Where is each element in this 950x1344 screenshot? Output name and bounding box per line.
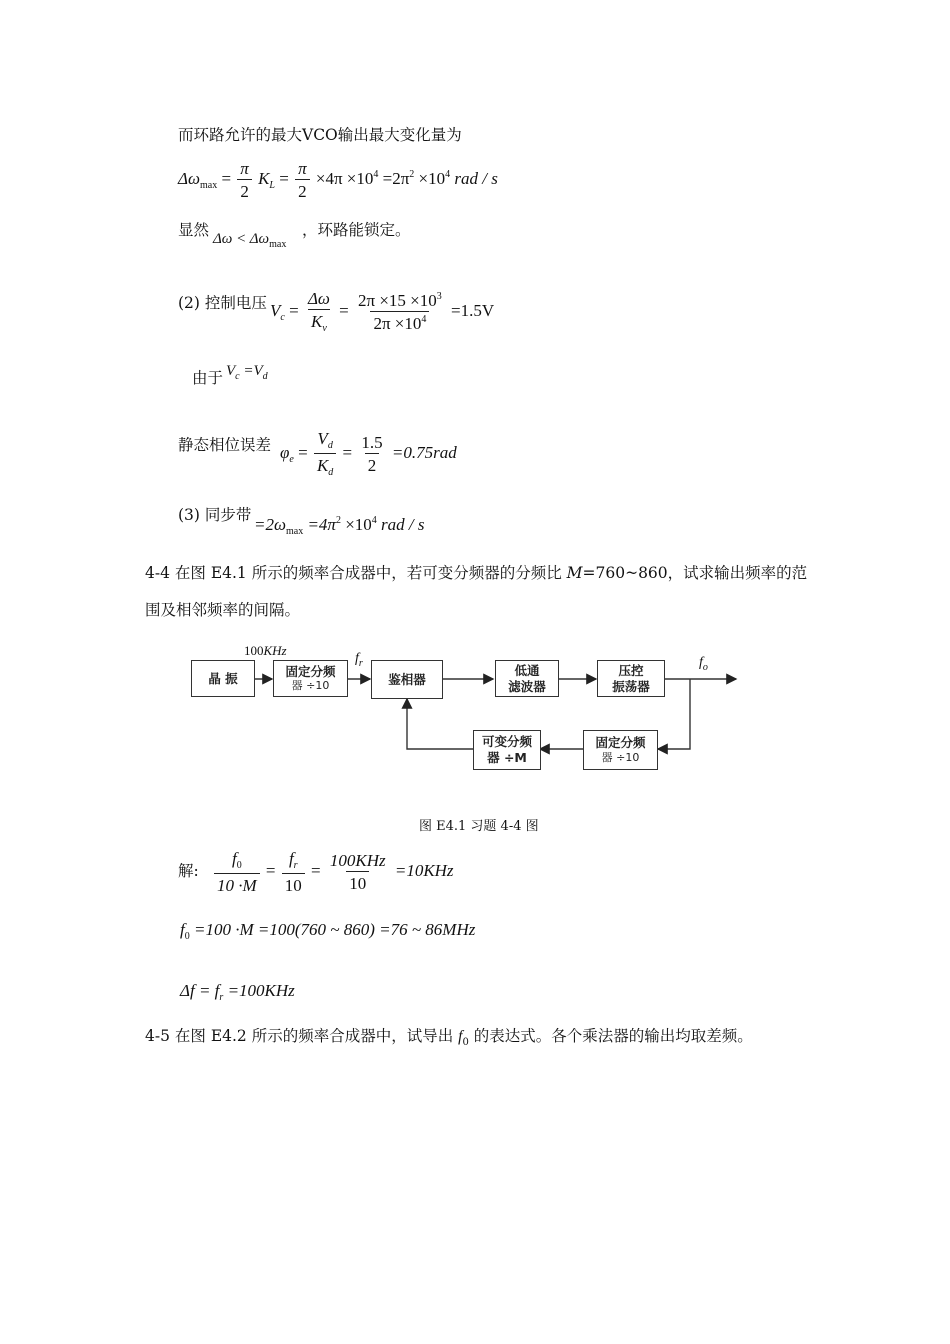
frac-den: 2 — [295, 179, 310, 200]
frac-den: 2 — [237, 179, 252, 200]
since-label: 由于 — [192, 369, 224, 387]
f0-c: =100(760 ~ 860) =76 ~ 86MHz — [257, 920, 476, 939]
p45-f-sub: 0 — [462, 1037, 469, 1048]
variable-divider-block — [473, 730, 541, 770]
f0-equation — [180, 921, 475, 942]
solution-result: =10KHz — [394, 860, 454, 880]
block-line: 固定分频 — [595, 735, 646, 751]
fr-text: f — [355, 651, 359, 666]
problem-4-5 — [145, 1029, 753, 1048]
frac-den: 2 — [365, 453, 380, 474]
f0-a-sub: 0 — [184, 931, 190, 942]
p44-a: 4-4 在图 E4.1 所示的频率合成器中，若可变分频器的分频比 — [145, 564, 567, 582]
eq-mid-sup: 4 — [373, 168, 379, 180]
df-equation — [180, 982, 295, 1003]
block-line: 振荡器 — [612, 678, 650, 694]
input-freq-value: 100 — [244, 643, 264, 658]
input-freq-unit: KHz — [263, 643, 287, 658]
fixed-divider-top-block — [273, 660, 348, 697]
equation-dw-max: $\Delta\omega_{max}$ = $\frac{\pi}{2}$ $K_L$ = $\frac{\pi}{2}$ $\times 4\pi \times 10^4 =2\pi^2 \times 10^4$ rad / s — [178, 159, 498, 201]
f0-a: f — [180, 920, 185, 939]
fo-label — [699, 656, 708, 673]
frac-num: f — [288, 849, 294, 868]
sync-c-sup: 4 — [371, 515, 377, 526]
frac-num: 2π ×15 ×10 — [358, 291, 437, 310]
eq-unit: rad / s — [454, 168, 498, 188]
frac-den: 10 — [346, 871, 369, 892]
frac-num-sub: r — [293, 860, 298, 871]
frac-den: 2π ×10 — [373, 314, 422, 333]
frac-100khz — [327, 852, 389, 892]
equation-phi: $\varphi_e$ = $\frac{V_d}{K_d}$ = $\frac{1.5}{2}$ =0.75rad — [280, 429, 457, 478]
frac-num-sup: 3 — [436, 291, 442, 302]
frac-num: π — [298, 159, 307, 178]
frac-num-sub: d — [327, 440, 333, 451]
frac-f0 — [214, 850, 260, 894]
frac-num: f — [231, 849, 237, 868]
obvious-prefix: 显然 — [178, 221, 210, 239]
phi-sub: e — [289, 453, 294, 465]
sync-c: ×10 — [345, 515, 372, 534]
p45-f: f — [458, 1028, 463, 1045]
block-line: 器 ÷M — [487, 750, 527, 765]
block-line: 器 ÷10 — [601, 750, 640, 764]
problem-4-4-line2: 围及相邻频率的间隔。 — [145, 601, 301, 619]
wire-var-pd — [407, 699, 473, 749]
df-b-sub: r — [219, 992, 224, 1003]
block-line: 固定分频 — [285, 663, 336, 679]
sync-a: =2ω — [254, 515, 286, 534]
eq-res-a-sup: 2 — [409, 168, 415, 180]
frac-fr — [282, 850, 305, 894]
frac-num: 100KHz — [329, 851, 386, 870]
frac-den: K — [316, 456, 329, 475]
p44-b: =760~860，试求输出频率的范 — [582, 564, 808, 582]
fixed-divider-bottom-block — [583, 730, 658, 770]
solution-label: 解: — [178, 862, 199, 880]
fr-sub: r — [358, 658, 363, 669]
frac-den: 10 ·M — [214, 873, 260, 894]
fr-label — [355, 652, 363, 669]
static-phase-label: 静态相位误差 — [178, 436, 272, 454]
frac-num: π — [240, 159, 249, 178]
fo-text: f — [699, 655, 703, 670]
since-vc: V — [226, 363, 236, 379]
low-pass-filter-block — [495, 660, 559, 697]
sync-unit: rad / s — [381, 515, 425, 534]
since-vc-sub: c — [235, 371, 240, 382]
figure-caption: 图 E4.1 习题 4-4 图 — [419, 819, 539, 834]
eq-lhs: Δω — [178, 168, 200, 188]
frac-num: Δω — [307, 289, 330, 308]
frac-den-sup: 4 — [421, 314, 427, 325]
df-c: =100KHz — [227, 981, 295, 1000]
eq-lhs-sub: max — [199, 179, 218, 191]
sync-b-sup: 2 — [335, 515, 341, 526]
frac-den-sub: d — [328, 467, 334, 478]
eq-res-b-sup: 4 — [445, 168, 451, 180]
input-freq-label — [244, 644, 287, 657]
obvious-math-sub: max — [269, 239, 287, 250]
block-line: 压控 — [618, 662, 644, 678]
frac-den: 10 — [282, 873, 305, 894]
intro-text: 而环路允许的最大VCO输出最大变化量为 — [178, 126, 462, 144]
block-line: 滤波器 — [508, 678, 546, 694]
frac-den: K — [311, 312, 323, 331]
vc-result: =1.5V — [451, 300, 495, 320]
vco-block — [597, 660, 665, 697]
frac-num: V — [317, 429, 328, 448]
since-vd-sub: d — [262, 371, 268, 382]
crystal-oscillator-block: 晶 振 — [191, 660, 255, 697]
block-line: 低通 — [514, 662, 540, 678]
phi-result: =0.75rad — [391, 442, 457, 462]
df-a: Δf — [180, 981, 195, 1000]
sync-a-sub: max — [285, 526, 304, 537]
df-b: = f — [198, 981, 220, 1000]
part2-label: (2) 控制电压 — [178, 294, 267, 312]
kl-sub: L — [269, 179, 275, 191]
part3-label: (3) 同步带 — [178, 506, 252, 524]
p44-m: M — [566, 564, 583, 582]
phi: φ — [280, 442, 290, 462]
frac-num: 1.5 — [361, 433, 383, 452]
equation-vc: $V_c$ = $\frac{\Delta\omega}{K_v}$ = $\frac{2\pi \times 15 \times 10^3}{2\pi \times 10^4}$ =1.5V — [270, 289, 495, 334]
since-vd: =V — [243, 363, 263, 379]
eq-res-b: ×10 — [418, 168, 446, 188]
obvious-suffix: ，环路能锁定。 — [302, 221, 411, 239]
f0-b: =100 ·M — [193, 920, 254, 939]
block-line: 器 ÷10 — [291, 679, 330, 693]
frac-den-sub: v — [322, 323, 327, 334]
p45-b: 的表达式。各个乘法器的输出均取差频。 — [468, 1027, 753, 1045]
vc: V — [270, 300, 281, 320]
eq-mid: ×4π ×10 — [315, 168, 374, 188]
phase-detector-block: 鉴相器 — [371, 660, 443, 699]
obvious-math-text: Δω < Δω — [213, 231, 270, 247]
fo-sub: o — [702, 662, 708, 673]
p45-a: 4-5 在图 E4.2 所示的频率合成器中，试导出 — [145, 1027, 459, 1045]
solution-equation: $\frac{f_0}{10 \cdot M}$ = $\frac{f_r}{10}$ = $\frac{\text{100KHz}}{10}$ =10KHz — [212, 850, 454, 894]
frac-num-sub: 0 — [236, 860, 242, 871]
block-line: 可变分频 — [481, 734, 532, 750]
eq-res-a: =2π — [382, 168, 410, 188]
vc-sub: c — [280, 311, 285, 323]
sync-b: =4π — [307, 515, 336, 534]
kl: K — [258, 168, 270, 188]
